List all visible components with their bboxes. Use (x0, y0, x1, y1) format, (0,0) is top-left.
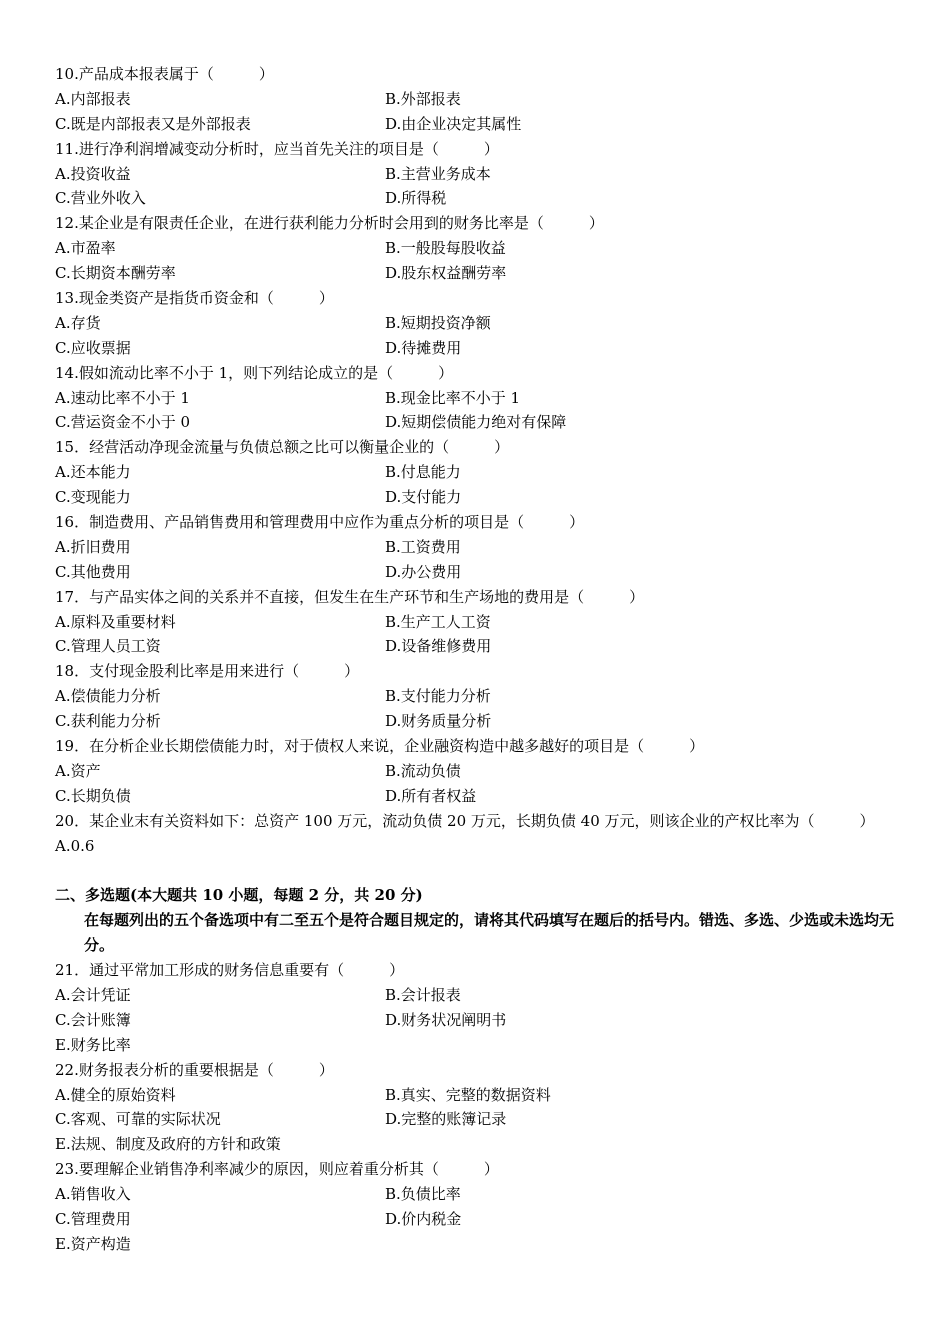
question-13-options-cd (55, 336, 910, 361)
option-c: C.管理费用 (55, 1210, 131, 1229)
question-10-options-ab (55, 87, 910, 112)
question-16-stem: 16．制造费用、产品销售费用和管理费用中应作为重点分析的项目是（ ） (55, 513, 585, 532)
option-b: B.主营业务成本 (385, 164, 491, 183)
option-b: B.生产工人工资 (385, 612, 491, 631)
option-d: D.财务质量分析 (385, 712, 492, 731)
option-b: B.现金比率不小于 1 (385, 388, 521, 407)
question-14-options-cd (55, 410, 910, 435)
question-16-options-ab (55, 535, 910, 560)
question-16-options-cd (55, 560, 910, 585)
section-2-title: 二、多选题(本大题共 10 小题，每题 2 分，共 20 分) (55, 886, 423, 905)
option-a: A.健全的原始资料 (55, 1085, 176, 1104)
question-21-stem: 21．通过平常加工形成的财务信息重要有（ ） (55, 961, 405, 980)
option-b: B.工资费用 (385, 537, 461, 556)
question-14-stem: 14.假如流动比率不小于 1，则下列结论成立的是（ ） (55, 363, 454, 382)
option-c: C.既是内部报表又是外部报表 (55, 114, 251, 133)
question-11-options-ab (55, 162, 910, 187)
option-d: D.股东权益酬劳率 (385, 264, 507, 283)
question-19-options-cd (55, 784, 910, 809)
option-d: D.财务状况阐明书 (385, 1010, 507, 1029)
question-15-stem: 15．经营活动净现金流量与负债总额之比可以衡量企业的（ ） (55, 438, 510, 457)
question-21-options-ab (55, 983, 910, 1008)
question-23-stem: 23.要理解企业销售净利率减少的原因，则应着重分析其（ ） (55, 1160, 499, 1179)
question-22-options-cd (55, 1107, 910, 1132)
option-a: A.市盈率 (55, 239, 116, 258)
option-c: C.营运资金不小于 0 (55, 413, 191, 432)
option-a: A.内部报表 (55, 89, 131, 108)
question-12-options-cd (55, 261, 910, 286)
option-c: C.应收票据 (55, 338, 131, 357)
question-15-options-cd (55, 485, 910, 510)
option-e: E.法规、制度及政府的方针和政策 (55, 1135, 281, 1154)
question-13-options-ab (55, 311, 910, 336)
question-11-options-cd (55, 186, 910, 211)
option-a: A.0.6 (55, 836, 95, 855)
option-a: A.还本能力 (55, 463, 131, 482)
question-12-options-ab (55, 236, 910, 261)
option-a: A.销售收入 (55, 1185, 131, 1204)
option-d: D.短期偿债能力绝对有保障 (385, 413, 567, 432)
option-a: A.会计凭证 (55, 986, 131, 1004)
question-23-options-cd (55, 1207, 910, 1232)
option-b: B.负债比率 (385, 1185, 461, 1204)
question-21-options-cd (55, 1008, 910, 1033)
option-a: A.偿债能力分析 (55, 687, 161, 706)
option-c: C.客观、可靠的实际状况 (55, 1110, 221, 1129)
option-b: B.一般股每股收益 (385, 239, 506, 258)
option-b: B.付息能力 (385, 463, 461, 482)
option-b: B.流动负债 (385, 761, 461, 780)
option-e: E.资产构造 (55, 1234, 131, 1253)
question-12-stem: 12.某企业是有限责任企业，在进行获利能力分析时会用到的财务比率是（ ） (55, 214, 604, 233)
option-d: D.所有者权益 (385, 786, 477, 805)
option-e: E.财务比率 (55, 1035, 131, 1054)
option-d: D.待摊费用 (385, 338, 462, 357)
question-18-options-ab (55, 684, 910, 709)
question-11-stem: 11.进行净利润增减变动分析时，应当首先关注的项目是（ ） (55, 139, 499, 158)
question-18-stem: 18．支付现金股利比率是用来进行（ ） (55, 662, 360, 681)
question-17-options-ab (55, 610, 910, 635)
option-c: C.变现能力 (55, 488, 131, 507)
question-18-options-cd (55, 709, 910, 734)
question-17-stem: 17．与产品实体之间的关系并不直接，但发生在生产环节和生产场地的费用是（ ） (55, 587, 645, 606)
section-spacer (55, 859, 910, 884)
option-d: D.由企业决定其属性 (385, 114, 522, 133)
option-d: D.办公费用 (385, 562, 462, 581)
option-c: C.其他费用 (55, 562, 131, 581)
question-15-options-ab (55, 460, 910, 485)
option-c: C.长期资本酬劳率 (55, 264, 176, 283)
option-d: D.所得税 (385, 189, 447, 208)
question-19-stem: 19．在分析企业长期偿债能力时，对于债权人来说，企业融资构造中越多越好的项目是（ ） (55, 737, 705, 756)
question-14-options-ab (55, 386, 910, 411)
question-23-options-ab (55, 1182, 910, 1207)
option-c: C.长期负债 (55, 786, 131, 805)
option-a: A.速动比率不小于 1 (55, 388, 190, 407)
option-a: A.折旧费用 (55, 537, 131, 556)
option-c: C.会计账簿 (55, 1010, 131, 1029)
question-22-stem: 22.财务报表分析的重要根据是（ ） (55, 1060, 334, 1079)
question-19-options-ab (55, 759, 910, 784)
option-a: A.原料及重要材料 (55, 612, 176, 631)
option-b: B.短期投资净额 (385, 313, 491, 332)
option-b: B.会计报表 (385, 986, 461, 1004)
question-20-stem: 20．某企业末有关资料如下：总资产 100 万元，流动负债 20 万元，长期负债 40 万元，则该企业的产权比率为（ ） (55, 811, 875, 830)
question-10-options-cd (55, 112, 910, 137)
question-17-options-cd (55, 634, 910, 659)
option-b: B.真实、完整的数据资料 (385, 1085, 551, 1104)
option-a: A.存货 (55, 313, 101, 332)
option-b: B.支付能力分析 (385, 687, 491, 706)
question-13-stem: 13.现金类资产是指货币资金和（ ） (55, 289, 334, 308)
option-a: A.投资收益 (55, 164, 131, 183)
option-c: C.营业外收入 (55, 189, 146, 208)
option-a: A.资产 (55, 761, 101, 780)
question-22-options-ab (55, 1083, 910, 1108)
option-c: C.获利能力分析 (55, 712, 161, 731)
option-c: C.管理人员工资 (55, 637, 161, 656)
option-d: D.价内税金 (385, 1210, 462, 1229)
section-2-instruction: 在每题列出的五个备选项中有二至五个是符合题目规定的，请将其代码填写在题后的括号内。错选、多选、少选或未选均无分。 (84, 911, 895, 955)
option-d: D.完整的账簿记录 (385, 1110, 507, 1129)
option-d: D.设备维修费用 (385, 637, 492, 656)
question-10-stem: 10.产品成本报表属于（ ） (55, 65, 274, 83)
option-d: D.支付能力 (385, 488, 462, 507)
option-b: B.外部报表 (385, 89, 461, 108)
